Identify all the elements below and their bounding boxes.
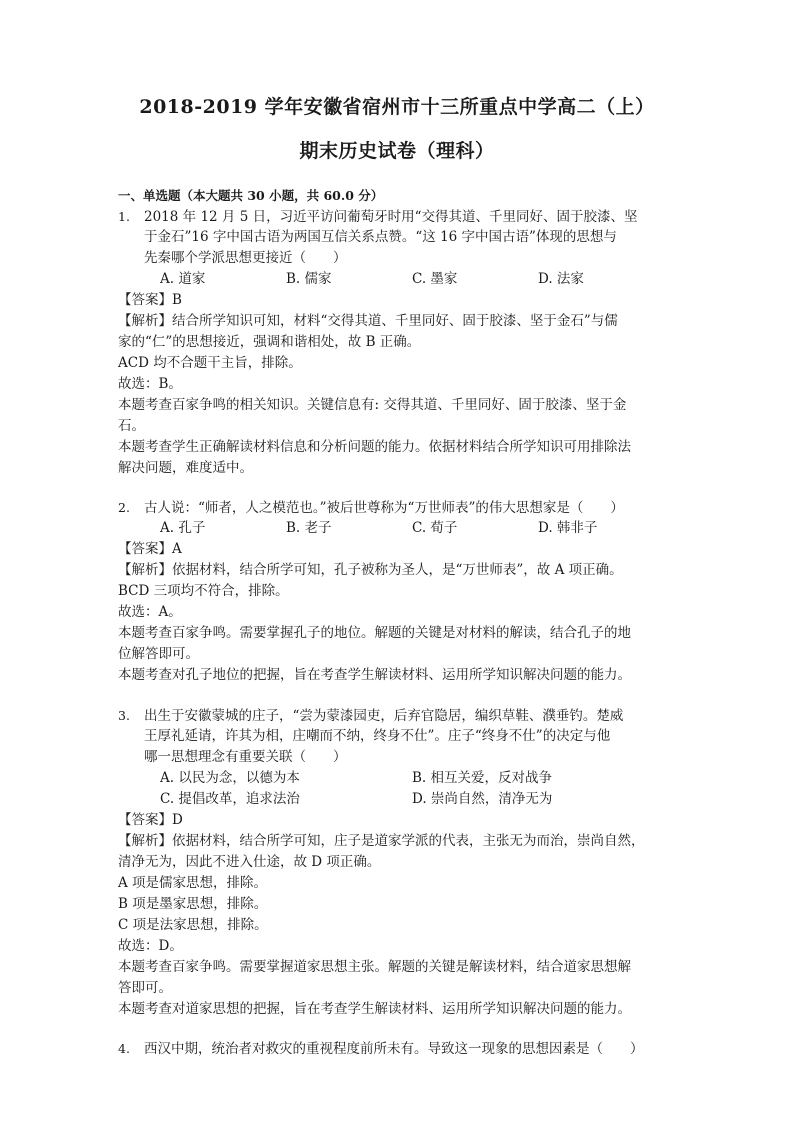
analysis-line: BCD 三项均不符合，排除。 bbox=[118, 583, 289, 599]
option-a: A. 以民为念，以德为本 bbox=[160, 770, 300, 786]
exam-title-line2: 期末历史试卷（理科） bbox=[299, 140, 495, 162]
analysis-line: C 项是法家思想，排除。 bbox=[118, 917, 268, 933]
question-3 bbox=[118, 705, 666, 1020]
option-b: B. 相互关爱，反对战争 bbox=[412, 770, 553, 786]
options bbox=[160, 269, 666, 290]
option-c: C. 荀子 bbox=[412, 520, 458, 536]
question-text: 出生于安徽蒙城的庄子，“尝为蒙漆园吏，后弃官隐居，编织草鞋、濮垂钓。楚威 bbox=[144, 708, 624, 724]
analysis-line: 本题考查百家争鸣的相关知识。关键信息有: 交得其道、千里同好、固于胶漆、坚于金 bbox=[118, 397, 627, 413]
option-b: B. 老子 bbox=[286, 520, 332, 536]
question-text: 古人说：“师者，人之模范也。”被后世尊称为“万世师表”的伟大思想家是（ ） bbox=[144, 500, 624, 516]
analysis-line: 解决问题，难度适中。 bbox=[118, 460, 253, 476]
question-text: 王厚礼延请，许其为相，庄嘲而不纳，终身不仕”。庄子“终身不仕”的决定与他 bbox=[144, 728, 611, 744]
option-a: A. 孔子 bbox=[160, 520, 206, 536]
question-text: 西汉中期，统治者对救灾的重视程度前所未有。导致这一现象的思想因素是（ ） bbox=[144, 1041, 644, 1057]
option-d: D. 法家 bbox=[538, 271, 584, 287]
analysis-line: 本题考查百家争鸣。需要掌握孔子的地位。解题的关键是对材料的解读，结合孔子的地 bbox=[118, 625, 631, 641]
answer: 【答案】A bbox=[118, 541, 182, 557]
analysis-line: 【解析】依据材料，结合所学可知，庄子是道家学派的代表，主张无为而治，崇尚自然， bbox=[118, 833, 645, 849]
question-text: 哪一思想理念有重要关联（ ） bbox=[144, 749, 347, 765]
option-d: D. 崇尚自然，清净无为 bbox=[412, 791, 553, 807]
analysis-line: 故选：D。 bbox=[118, 938, 183, 954]
options bbox=[160, 789, 666, 810]
analysis-line: 本题考查百家争鸣。需要掌握道家思想主张。解题的关键是解读材料，结合道家思想解 bbox=[118, 959, 631, 975]
option-c: C. 提倡改革，追求法治 bbox=[160, 791, 300, 807]
answer: 【答案】D bbox=[118, 812, 183, 828]
options bbox=[160, 768, 666, 789]
analysis-line: 本题考查对孔子地位的把握，旨在考查学生解读材料、运用所学知识解决问题的能力。 bbox=[118, 667, 631, 683]
question-text: 先秦哪个学派思想更接近（ ） bbox=[144, 250, 347, 266]
question-number: 4. bbox=[118, 1041, 130, 1056]
analysis-line: A 项是儒家思想，排除。 bbox=[118, 875, 268, 891]
section-heading: 一、单选题（本大题共 30 小题，共 60.0 分） bbox=[118, 188, 384, 203]
analysis-line: 本题考查对道家思想的把握，旨在考查学生解读材料、运用所学知识解决问题的能力。 bbox=[118, 1001, 631, 1017]
analysis-line: B 项是墨家思想，排除。 bbox=[118, 896, 268, 912]
analysis-line: 位解答即可。 bbox=[118, 646, 199, 662]
option-b: B. 儒家 bbox=[286, 271, 332, 287]
analysis-line: 石。 bbox=[118, 418, 145, 434]
options bbox=[160, 518, 666, 539]
option-d: D. 韩非子 bbox=[538, 520, 598, 536]
analysis-line: 故选：A。 bbox=[118, 604, 182, 620]
question-number: 1. bbox=[118, 209, 130, 224]
analysis-line: ACD 均不合题干主旨，排除。 bbox=[118, 355, 302, 371]
option-c: C. 墨家 bbox=[412, 271, 458, 287]
option-a: A. 道家 bbox=[160, 271, 206, 287]
analysis-line: 故选：B。 bbox=[118, 376, 182, 392]
question-number: 2. bbox=[118, 500, 130, 515]
analysis-line: 【解析】依据材料，结合所学可知，孔子被称为圣人，是“万世师表”，故 A 项正确。 bbox=[118, 562, 623, 578]
analysis-line: 【解析】结合所学知识可知，材料“交得其道、千里同好、固于胶漆、坚于金石”与儒 bbox=[118, 313, 618, 329]
answer: 【答案】B bbox=[118, 292, 182, 308]
question-1 bbox=[118, 206, 666, 479]
question-number: 3. bbox=[118, 708, 130, 723]
analysis-line: 本题考查学生正确解读材料信息和分析问题的能力。依据材料结合所学知识可用排除法 bbox=[118, 439, 631, 455]
exam-title-line1: 2018-2019 学年安徽省宿州市十三所重点中学高二（上） bbox=[139, 96, 655, 118]
question-text: 于金石”16 字中国古语为两国互信关系点赞。“这 16 字中国古语”体现的思想与 bbox=[144, 229, 617, 245]
question-text: 2018 年 12 月 5 日，习近平访问葡萄牙时用“交得其道、千里同好、固于胶漆、坚 bbox=[144, 209, 638, 225]
analysis-line: 清净无为，因此不进入仕途，故 D 项正确。 bbox=[118, 854, 381, 870]
analysis-line: 答即可。 bbox=[118, 980, 172, 996]
question-4 bbox=[118, 1038, 666, 1059]
analysis-line: 家的“仁”的思想接近，强调和谐相处，故 B 正确。 bbox=[118, 334, 421, 350]
question-2 bbox=[118, 497, 666, 686]
